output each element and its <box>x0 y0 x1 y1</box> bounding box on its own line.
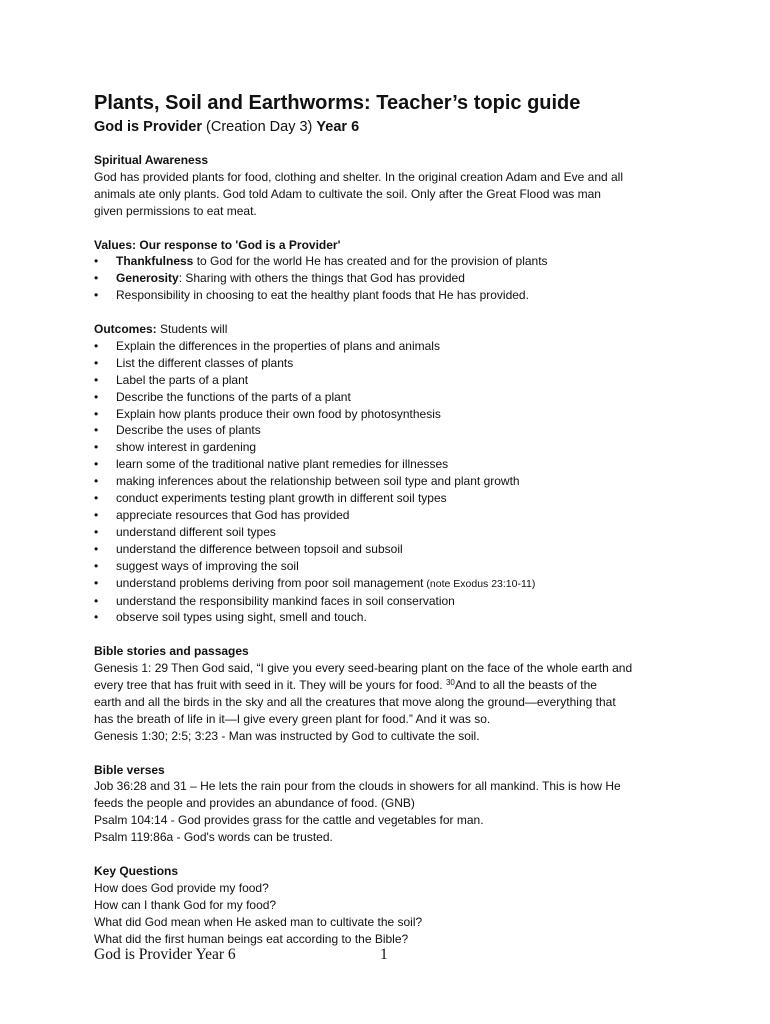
outcome-item: • understand the responsibility mankind faces in soil conservation <box>94 593 694 610</box>
bible-stories-line: has the breath of life in it—I give every green plant for food.” And it was so. <box>94 711 491 726</box>
values-item: • Thankfulness to God for the world He has created and for the provision of plants <box>94 253 694 270</box>
outcomes-list <box>94 338 694 626</box>
page-footer <box>94 946 694 964</box>
spiritual-line: animals ate only plants. God told Adam to cultivate the soil. Only after the Great Flood was man <box>94 186 601 201</box>
bible-stories-line: every tree that has fruit with seed in it. They will be yours for food. $^{30}$And to all the beasts of the <box>94 678 597 693</box>
subtitle-paren: (Creation Day 3) <box>206 119 313 135</box>
verse-number: 30 <box>445 678 455 688</box>
values-item: • Generosity: Sharing with others the things that God has provided <box>94 270 694 287</box>
outcome-item: • observe soil types using sight, smell and touch. <box>94 609 694 626</box>
spiritual-line: God has provided plants for food, clothing and shelter. In the original creation Adam and Eve and all <box>94 169 624 184</box>
outcome-item: • conduct experiments testing plant growth in different soil types <box>94 490 694 507</box>
outcome-item: • understand problems deriving from poor soil management (note Exodus 23:10-11) <box>94 575 694 593</box>
outcome-note: (note Exodus 23:10-11) <box>423 577 536 590</box>
values-heading: Values: Our response to 'God is a Provider' <box>94 237 341 252</box>
footer-text: God is Provider Year 6 <box>94 946 236 963</box>
bible-stories-line: earth and all the birds in the sky and all the creatures that move along the ground—everything that <box>94 694 616 709</box>
key-question: What did God mean when He asked man to cultivate the soil? <box>94 914 423 929</box>
key-questions-heading: Key Questions <box>94 863 179 878</box>
bible-verses-heading: Bible verses <box>94 762 165 777</box>
outcome-item: • Explain how plants produce their own food by photosynthesis <box>94 406 694 423</box>
key-question: How can I thank God for my food? <box>94 897 277 912</box>
key-question: How does God provide my food? <box>94 880 269 895</box>
document-page <box>94 0 694 1024</box>
key-question: What did the first human beings eat according to the Bible? <box>94 931 409 946</box>
outcomes-heading: Outcomes: Students will <box>94 322 228 337</box>
outcome-item: • Describe the functions of the parts of a plant <box>94 389 694 406</box>
bible-verse-line: Job 36:28 and 31 – He lets the rain pour from the clouds in showers for all mankind. This is how He <box>94 779 621 794</box>
document-body <box>94 152 694 948</box>
outcome-item: • show interest in gardening <box>94 439 694 456</box>
values-item: • Responsibility in choosing to eat the healthy plant foods that He has provided. <box>94 287 694 304</box>
bible-stories-line: Genesis 1:30; 2:5; 3:23 - Man was instructed by God to cultivate the soil. <box>94 728 480 743</box>
bible-stories-line: Genesis 1: 29 Then God said, “I give you every seed-bearing plant on the face of the whole earth and <box>94 661 633 676</box>
page-subtitle <box>94 119 359 135</box>
values-list <box>94 253 694 304</box>
outcome-item: • making inferences about the relationship between soil type and plant growth <box>94 473 694 490</box>
outcome-item: • Explain the differences in the properties of plans and animals <box>94 338 694 355</box>
outcome-item: • understand the difference between topsoil and subsoil <box>94 541 694 558</box>
page-title: Plants, Soil and Earthworms: Teacher’s topic guide <box>94 92 581 114</box>
bible-verse-line: Psalm 104:14 - God provides grass for the cattle and vegetables for man. <box>94 813 484 828</box>
spiritual-line: given permissions to eat meat. <box>94 203 257 218</box>
bible-verse-line: Psalm 119:86a - God's words can be trusted. <box>94 830 333 845</box>
outcome-item: • suggest ways of improving the soil <box>94 558 694 575</box>
subtitle-year: Year 6 <box>316 119 360 135</box>
spiritual-heading: Spiritual Awareness <box>94 153 209 167</box>
outcome-item: • understand different soil types <box>94 524 694 541</box>
page-number: 1 <box>380 946 388 963</box>
outcome-item: • Label the parts of a plant <box>94 372 694 389</box>
bible-stories-heading: Bible stories and passages <box>94 644 249 659</box>
subtitle-main: God is Provider <box>94 119 202 135</box>
outcome-item: • learn some of the traditional native plant remedies for illnesses <box>94 456 694 473</box>
bible-verse-line: feeds the people and provides an abundance of food. (GNB) <box>94 796 415 811</box>
outcome-item: • List the different classes of plants <box>94 355 694 372</box>
outcome-item: • appreciate resources that God has provided <box>94 507 694 524</box>
outcome-item: • Describe the uses of plants <box>94 422 694 439</box>
